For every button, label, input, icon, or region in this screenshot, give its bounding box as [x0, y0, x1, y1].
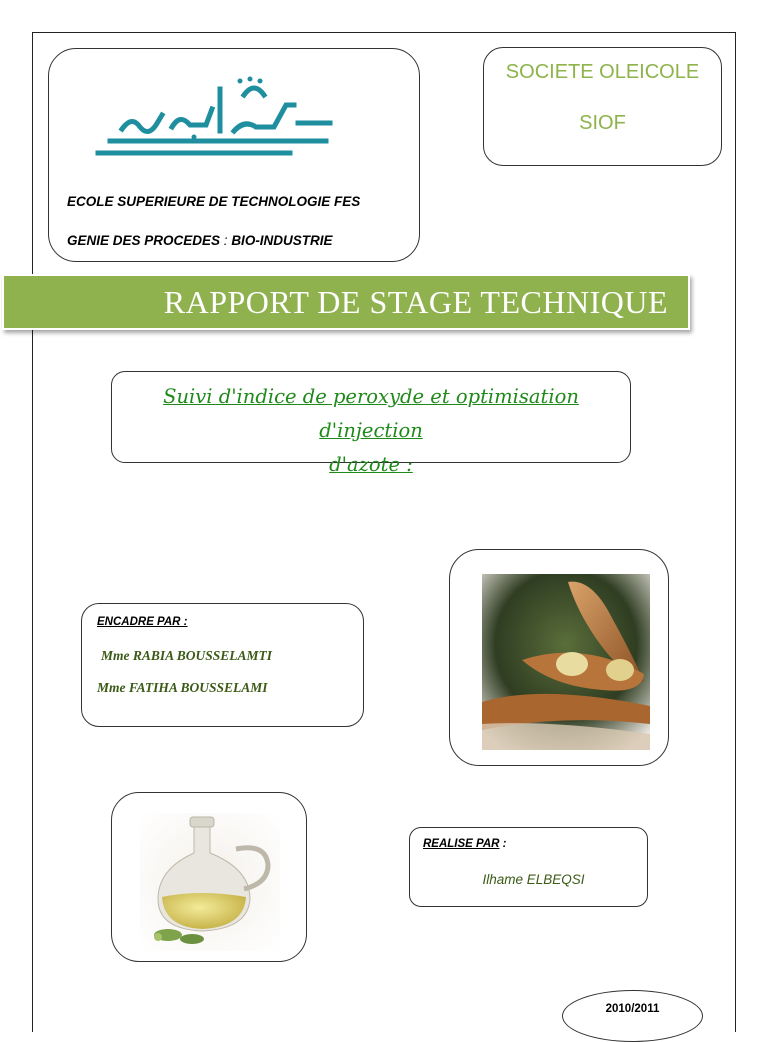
report-title: RAPPORT DE STAGE TECHNIQUE	[163, 284, 668, 320]
soybean-pod-icon	[482, 574, 650, 750]
year-badge	[562, 990, 703, 1042]
company-acronym: SIOF	[579, 112, 626, 134]
supervisors-box	[81, 603, 364, 727]
soybean-photo-box	[449, 549, 669, 766]
oil-jug-icon	[140, 813, 280, 951]
department-name: GENIE DES PROCEDES : BIO-INDUSTRIE	[67, 233, 333, 248]
author-name: Ilhame ELBEQSI	[482, 872, 585, 887]
company-name: SOCIETE OLEICOLE	[505, 61, 700, 83]
author-box	[409, 827, 648, 907]
author-label: REALISE PAR :	[423, 838, 507, 850]
school-box	[48, 48, 420, 262]
title-banner	[2, 274, 690, 330]
supervisor-name: Mme RABIA BOUSSELAMTI	[101, 648, 273, 663]
oil-photo-box	[111, 792, 307, 962]
report-subject: Suivi d'indice de peroxyde et optimisation d'injection d'azote :	[163, 385, 579, 476]
school-name: ECOLE SUPERIEURE DE TECHNOLOGIE FES	[67, 194, 361, 209]
school-logo-icon	[94, 75, 334, 165]
supervisors-label: ENCADRE PAR :	[97, 616, 188, 628]
company-box	[483, 47, 722, 166]
academic-year: 2010/2011	[605, 1003, 660, 1015]
supervisor-name: Mme FATIHA BOUSSELAMI	[97, 680, 268, 695]
subject-box	[111, 371, 631, 476]
